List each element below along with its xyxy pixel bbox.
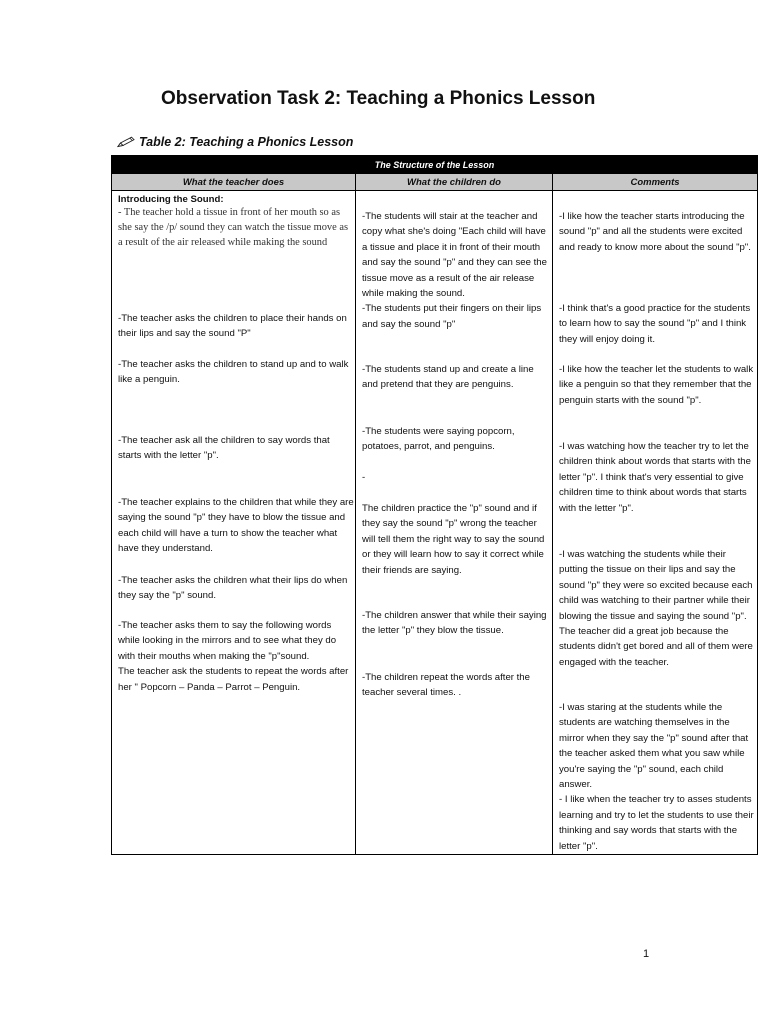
comments-column — [553, 191, 757, 854]
children-step: The children practice the "p" sound and if they say the sound "p" wrong the teacher will tell them the right way to say the sound or they will learn how to say it correct while their friends are saying. — [362, 503, 545, 576]
children-step: -The students stand up and create a line and pretend that they are penguins. — [362, 364, 534, 391]
comment: -I was staring at the students while the students are watching themselves in the mirror when they say the "p" sound after that the teacher asked them what you saw while you're saying the "p" sound, each child answer. - I like when the teacher try to asses students learning and try to let the students to use their thinking and say words that starts with the letter "p". — [559, 702, 754, 852]
pencil-icon — [116, 136, 136, 148]
table-caption — [116, 135, 353, 149]
document-title: Observation Task 2: Teaching a Phonics Lesson — [161, 88, 596, 109]
column-headers — [112, 173, 757, 191]
children-step: -The students were saying popcorn, potatoes, parrot, and penguins. — [362, 426, 515, 453]
column-header-teacher: What the teacher does — [112, 174, 356, 190]
teacher-column — [112, 191, 356, 854]
children-step: -The children answer that while their saying the letter "p" they blow the tissue. — [362, 610, 547, 637]
column-header-comments: Comments — [553, 174, 757, 190]
children-column — [356, 191, 553, 854]
table-caption-text: Table 2: Teaching a Phonics Lesson — [139, 135, 354, 149]
column-header-children: What the children do — [356, 174, 553, 190]
teacher-step: -The teacher asks the children to stand up and to walk like a penguin. — [118, 359, 349, 386]
comment: -I like how the teacher let the students to walk like a penguin so that they remember that the penguin starts with the sound "p". — [559, 364, 754, 406]
teacher-step: -The teacher asks the children what their lips do when they say the "p" sound. — [118, 575, 348, 602]
comment: -I was watching how the teacher try to let the children think about words that starts with the letter "p". I think that's very essential to give children time to think about words that starts with the letter "p". — [559, 441, 751, 514]
children-step: -The children repeat the words after the teacher several times. . — [362, 672, 530, 699]
page-number: 1 — [643, 948, 650, 960]
table-body-row — [112, 191, 757, 854]
teacher-step: -The teacher asks the children to place their hands on their lips and say the sound "P" — [118, 313, 347, 340]
comment: -I think that's a good practice for the students to learn how to say the sound "p" and I think they will enjoy doing it. — [559, 303, 751, 345]
teacher-step: -The teacher ask all the children to say words that starts with the letter "p". — [118, 435, 330, 462]
section-heading: Introducing the Sound: — [118, 194, 224, 205]
teacher-step: -The teacher explains to the children that while they are saying the sound "p" they have to blow the tissue and each child will have a turn to show the teacher what have they understand. — [118, 497, 354, 555]
children-step: - — [362, 472, 366, 483]
teacher-step: - The teacher hold a tissue in front of her mouth so as she say the /p/ sound they can watch the tissue move as a result of the air released while making the sound — [118, 207, 348, 248]
children-step: -The students will stair at the teacher and copy what she's doing "Each child will have a tissue and place it in front of their mouth and say the sound "p" and they can see the tissue move as a result of the air release while making the sound. -The students put their fingers on their lips and say the sound "p" — [362, 211, 547, 330]
comment: -I like how the teacher starts introducing the sound "p" and all the students were excited and ready to know more about the sound "p". — [559, 211, 751, 253]
lesson-table — [111, 155, 758, 855]
table-heading: The Structure of the Lesson — [112, 156, 757, 173]
teacher-step: -The teacher asks them to say the following words while looking in the mirrors and to see what they do with their mouths when making the "p"sound. The teacher ask the students to repeat the words after her " Popcorn – Panda – Parrot – Penguin. — [118, 620, 349, 693]
comment: -I was watching the students while their putting the tissue on their lips and say the sound "p" they were so excited because each child was watching to their partner while their blowing the tissue and saying the sound "p". The teacher did a great job because the students didn't get bored and all of them were engaged with the teacher. — [559, 549, 753, 668]
